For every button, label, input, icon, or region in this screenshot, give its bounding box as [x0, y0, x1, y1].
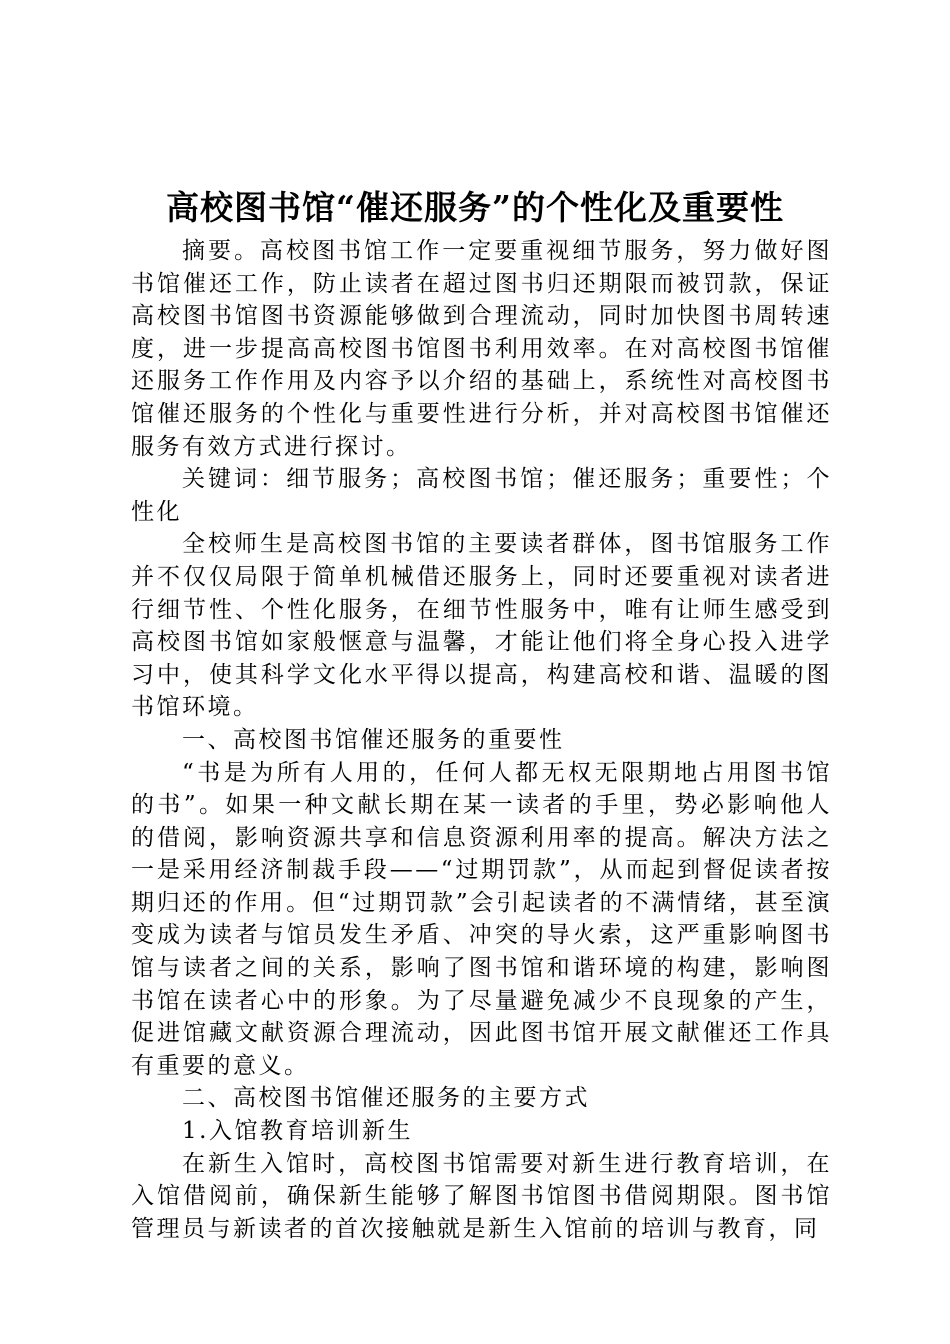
subsection-heading-1: 1.入馆教育培训新生 — [182, 1118, 413, 1145]
keywords-paragraph: 关键词：细节服务；高校图书馆；催还服务；重要性；个性化 — [131, 466, 832, 525]
section-heading-2: 二、高校图书馆催还服务的主要方式 — [182, 1085, 590, 1112]
intro-paragraph: 全校师生是高校图书馆的主要读者群体，图书馆服务工作并不仅仅局限于简单机械借还服务上，同时还要重视对读者进行细节性、个性化服务，在细节性服务中，唯有让师生感受到高校图书馆如家般惬意与温馨，才能让他们将全身心投入进学习中，使其科学文化水平得以提高，构建高校和谐、温暖的图书馆环境。 — [131, 531, 832, 721]
abstract-paragraph: 摘要。高校图书馆工作一定要重视细节服务，努力做好图书馆催还工作，防止读者在超过图书归还期限而被罚款，保证高校图书馆图书资源能够做到合理流动，同时加快图书周转速度，进一步提高高校图书馆图书利用效率。在对高校图书馆催还服务工作作用及内容予以介绍的基础上，系统性对高校图书馆催还服务的个性化与重要性进行分析，并对高校图书馆催还服务有效方式进行探讨。 — [131, 238, 832, 460]
document-body — [131, 235, 832, 1245]
document-title: 高校图书馆“催还服务”的个性化及重要性 — [166, 188, 784, 227]
section-1-paragraph: “书是为所有人用的，任何人都无权无限期地占用图书馆的书”。如果一种文献长期在某一读者的手里，势必影响他人的借阅，影响资源共享和信息资源利用率的提高。解决方法之一是采用经济制裁手段——“过期罚款”，从而起到督促读者按期归还的作用。但“过期罚款”会引起读者的不满情绪，甚至演变成为读者与馆员发生矛盾、冲突的导火索，这严重影响图书馆与读者之间的关系，影响了图书馆和谐环境的构建，影响图书馆在读者心中的形象。为了尽量避免减少不良现象的产生，促进馆藏文献资源合理流动，因此图书馆开展文献催还工作具有重要的意义。 — [131, 759, 832, 1079]
section-heading-1: 一、高校图书馆催还服务的重要性 — [182, 726, 565, 753]
subsection-1-paragraph: 在新生入馆时，高校图书馆需要对新生进行教育培训，在入馆借阅前，确保新生能够了解图书馆图书借阅期限。图书馆管理员与新读者的首次接触就是新生入馆前的培训与教育，同 — [131, 1150, 832, 1242]
